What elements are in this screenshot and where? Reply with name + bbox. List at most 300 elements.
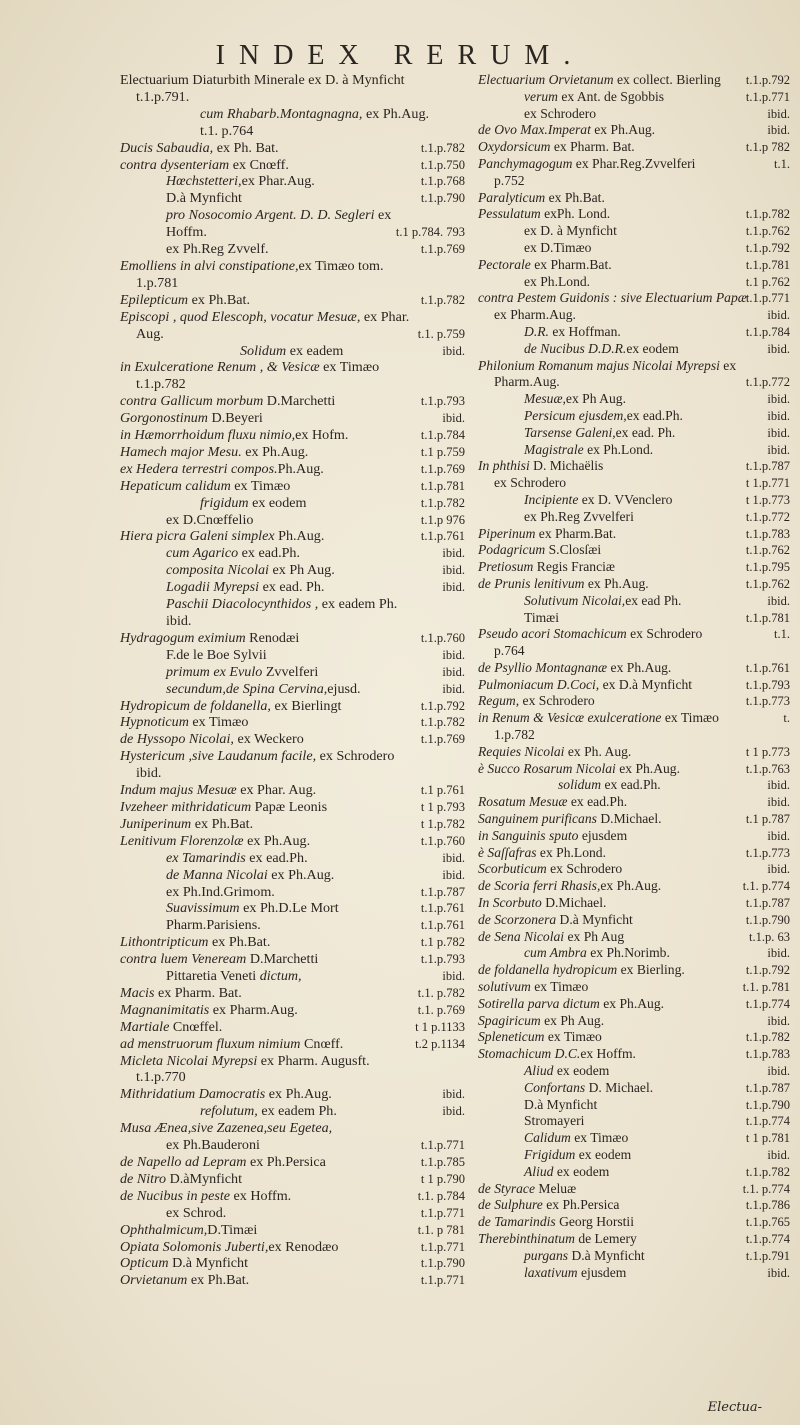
entry-reference: t.1.p.782 bbox=[745, 1164, 790, 1179]
entry-italic: Spagiricum bbox=[478, 1012, 541, 1028]
entry-text bbox=[524, 391, 626, 406]
entry-source: ex Ph.Aug. bbox=[584, 575, 649, 591]
entry-reference: ibid. bbox=[442, 647, 465, 662]
entry-text bbox=[120, 1239, 338, 1255]
entry-italic: frigidum bbox=[200, 494, 249, 511]
entry-text bbox=[478, 139, 635, 154]
index-entry bbox=[120, 140, 465, 157]
index-entry bbox=[120, 292, 465, 309]
entry-italic: è Succo Rosarum Nicolai bbox=[478, 760, 616, 776]
entry-text bbox=[478, 526, 616, 541]
index-entry bbox=[478, 425, 790, 442]
index-entry bbox=[120, 444, 465, 461]
entry-italic: Sotirella parva dictum bbox=[478, 995, 600, 1011]
entry-text bbox=[120, 985, 242, 1001]
entry-italic: Micleta Nicolai Myrepsi bbox=[120, 1052, 258, 1069]
entry-italic: primum ex Evulo bbox=[166, 663, 263, 680]
entry-reference: ibid. bbox=[767, 1064, 790, 1079]
entry-text bbox=[524, 408, 683, 423]
index-entry bbox=[120, 478, 465, 495]
entry-text bbox=[120, 292, 250, 308]
entry-source: ex Ph.Aug. bbox=[362, 105, 430, 122]
entry-source: ex Renodæo bbox=[268, 1238, 339, 1255]
entry-italic: de Prunis lenitivum bbox=[478, 575, 585, 591]
entry-italic: Hypnoticum bbox=[120, 714, 189, 731]
index-entry bbox=[478, 374, 790, 391]
entry-source: Georg Horstii bbox=[555, 1214, 634, 1230]
entry-source: ex eadem Ph. bbox=[257, 1103, 337, 1120]
entry-text bbox=[120, 157, 289, 173]
entry-source: ex Timæo bbox=[319, 359, 380, 376]
entry-italic: Electuarium Orvietanum bbox=[478, 72, 614, 87]
entry-text bbox=[120, 444, 308, 460]
entry-reference: ibid. bbox=[767, 341, 790, 356]
entry-reference: t.1.p.760 bbox=[420, 630, 465, 645]
entry-source: ex Bierlingt bbox=[270, 697, 342, 714]
entry-reference: t.1.p.790 bbox=[745, 1097, 790, 1112]
entry-italic: ad menstruorum fluxum nimium bbox=[120, 1035, 301, 1052]
entry-reference: t.1.p.760 bbox=[420, 833, 465, 848]
entry-italic: contra Pestem Guidonis : sive Electuarium Papæ bbox=[478, 290, 747, 306]
entry-source: ex Hoffm. bbox=[580, 1046, 636, 1062]
entry-lead: Aug. bbox=[136, 325, 164, 342]
index-entry bbox=[120, 410, 465, 427]
index-entry bbox=[120, 207, 465, 224]
index-entry bbox=[478, 912, 790, 929]
entry-lead: ex Schrodero bbox=[524, 105, 597, 121]
index-entry bbox=[478, 1248, 790, 1265]
entry-italic: Gorgonostinum bbox=[120, 410, 208, 427]
index-entry bbox=[478, 761, 790, 778]
entry-italic: Panchymagogum bbox=[478, 155, 573, 171]
entry-source: ex eodem bbox=[248, 494, 307, 511]
entry-reference: ibid. bbox=[767, 123, 790, 138]
entry-reference: t.1.p.769 bbox=[420, 242, 465, 257]
entry-lead: ex D. à Mynficht bbox=[524, 223, 617, 239]
entry-reference: t.1.p. 63 bbox=[749, 929, 790, 944]
index-entry bbox=[478, 442, 790, 459]
index-entry bbox=[120, 850, 465, 867]
entry-reference: ibid. bbox=[442, 664, 465, 679]
entry-text bbox=[166, 613, 191, 629]
entry-lead: ibid. bbox=[136, 765, 162, 782]
entry-italic: cum Ambra bbox=[524, 945, 587, 961]
entry-text bbox=[240, 343, 343, 359]
entry-source: ejusdem bbox=[577, 1264, 627, 1280]
entry-text bbox=[120, 951, 318, 967]
entry-reference: t.1.p 782 bbox=[745, 140, 790, 155]
index-entry bbox=[120, 1272, 465, 1289]
index-entry bbox=[120, 968, 465, 985]
entry-text bbox=[120, 1171, 242, 1187]
entry-reference: t.1.p.765 bbox=[745, 1215, 790, 1230]
entry-reference: t.1.p.790 bbox=[420, 191, 465, 206]
entry-source: ex Cnœff. bbox=[229, 156, 289, 173]
index-entry bbox=[478, 878, 790, 895]
index-entry bbox=[120, 1171, 465, 1188]
index-entry bbox=[478, 626, 790, 643]
entry-text bbox=[524, 89, 664, 104]
entry-lead: t.1.p.791. bbox=[136, 88, 190, 105]
index-entry bbox=[120, 1205, 465, 1222]
index-entry bbox=[478, 106, 790, 123]
entry-reference: ibid. bbox=[442, 1087, 465, 1102]
entry-lead: p.764 bbox=[494, 643, 525, 659]
page-title: INDEX RERUM. bbox=[215, 40, 585, 71]
entry-reference: t.1.p.787 bbox=[745, 459, 790, 474]
entry-text bbox=[120, 72, 405, 88]
entry-source: ex Ph Aug. bbox=[565, 391, 626, 407]
entry-italic: Opiata Solomonis Juberti, bbox=[120, 1238, 269, 1255]
entry-source: ex Hofm. bbox=[295, 427, 349, 444]
entry-source: Renodæi bbox=[245, 629, 300, 646]
entry-reference: t.1.p.793 bbox=[420, 394, 465, 409]
entry-text bbox=[120, 309, 409, 325]
entry-reference: t.1.p.785 bbox=[420, 1155, 465, 1169]
entry-text bbox=[478, 895, 606, 910]
entry-italic: de Sulphure bbox=[478, 1197, 543, 1213]
entry-text bbox=[524, 1130, 628, 1145]
entry-reference: ibid. bbox=[442, 546, 465, 561]
entry-source: ex Ph.Aug. bbox=[600, 878, 662, 894]
index-entry bbox=[478, 391, 790, 408]
entry-reference: t.1. p.769 bbox=[417, 1002, 465, 1017]
entry-reference: t.1 p.784. 793 bbox=[395, 225, 465, 240]
entry-reference: t.1.p.782 bbox=[745, 1030, 790, 1045]
entry-text bbox=[524, 1248, 645, 1263]
entry-italic: Pretiosum bbox=[478, 559, 534, 575]
entry-text bbox=[524, 1063, 609, 1078]
entry-text bbox=[524, 341, 679, 356]
entry-italic: Suavissimum bbox=[166, 900, 240, 917]
index-entry bbox=[120, 917, 465, 934]
entry-text bbox=[120, 427, 348, 443]
entry-lead: t.1.p.770 bbox=[136, 1069, 186, 1086]
entry-text bbox=[120, 1053, 370, 1069]
entry-source: ex Timæo tom. bbox=[298, 257, 384, 274]
entry-reference: t 1.p.771 bbox=[745, 476, 790, 491]
entry-italic: de Ovo Max.Imperat bbox=[478, 122, 591, 138]
entry-italic: Stomachicum D.C. bbox=[478, 1046, 581, 1062]
entry-text bbox=[166, 596, 397, 612]
entry-source: ex Ph Aug. bbox=[540, 1012, 605, 1028]
entry-italic: Incipiente bbox=[524, 491, 579, 507]
entry-italic: laxativum bbox=[524, 1264, 578, 1280]
entry-italic: Spleneticum bbox=[478, 1029, 545, 1045]
entry-reference: t.1.p.782 bbox=[420, 495, 465, 510]
entry-source: ex Timæo bbox=[661, 710, 719, 726]
entry-text bbox=[478, 710, 719, 725]
entry-text bbox=[120, 698, 341, 714]
entry-source: ex Hoffman. bbox=[548, 323, 621, 339]
entry-reference: t.1.p.771 bbox=[420, 1205, 465, 1220]
entry-text bbox=[478, 458, 603, 473]
entry-italic: Magistrale bbox=[524, 441, 584, 457]
entry-source: ex Ant. de Sgobbis bbox=[557, 88, 665, 104]
entry-text bbox=[478, 996, 664, 1011]
index-entry bbox=[120, 884, 465, 901]
entry-reference: t.1.p.761 bbox=[745, 660, 790, 675]
entry-text bbox=[524, 240, 591, 255]
entry-reference: t.1.p.773 bbox=[745, 845, 790, 860]
entry-text bbox=[120, 393, 335, 409]
entry-lead: ex D.Timæo bbox=[524, 239, 592, 255]
entry-text bbox=[166, 1137, 260, 1153]
index-entry bbox=[478, 526, 790, 543]
entry-text bbox=[494, 374, 560, 389]
entry-italic: Juniperinum bbox=[120, 815, 192, 832]
entry-italic: in Renum & Vesicæ exulceratione bbox=[478, 710, 662, 726]
entry-text bbox=[166, 173, 315, 189]
entry-reference: ibid. bbox=[442, 681, 465, 696]
index-entry bbox=[120, 461, 465, 478]
index-entry bbox=[120, 528, 465, 545]
index-entry bbox=[120, 512, 465, 529]
entry-source: ex Pharm. Bat. bbox=[154, 984, 242, 1001]
entry-lead: t.1. p.764 bbox=[200, 122, 254, 139]
entry-italic: Lithontripticum bbox=[120, 934, 209, 951]
index-entry bbox=[478, 324, 790, 341]
entry-source: D.Beyeri bbox=[207, 410, 263, 427]
index-entry bbox=[120, 1053, 465, 1070]
entry-source: D.à Mynficht bbox=[568, 1247, 645, 1263]
index-entry bbox=[478, 206, 790, 223]
index-entry bbox=[120, 1154, 465, 1171]
entry-text bbox=[136, 765, 161, 781]
index-entry bbox=[478, 1046, 790, 1063]
index-entry bbox=[478, 290, 790, 307]
entry-italic: de Scoria ferri Rhasis, bbox=[478, 878, 601, 894]
entry-text bbox=[478, 542, 601, 557]
entry-source: ex D. VVenclero bbox=[578, 491, 673, 507]
entry-source: D. Michael. bbox=[585, 1079, 654, 1095]
entry-lead: 1.p.781 bbox=[136, 274, 179, 291]
entry-source: ex Pharm. Bat. bbox=[550, 139, 635, 155]
entry-text bbox=[478, 878, 661, 893]
index-entry bbox=[120, 1239, 465, 1256]
entry-text bbox=[120, 714, 248, 730]
entry-italic: Episcopi , quod Elescoph, vocatur Mesuæ, bbox=[120, 308, 361, 325]
entry-reference: t.1. p.759 bbox=[417, 326, 465, 341]
entry-reference: t.1 p.762 bbox=[745, 274, 790, 289]
entry-source: ex Ph.D.Le Mort bbox=[239, 900, 339, 917]
entry-italic: Ivzeheer mithridaticum bbox=[120, 798, 252, 815]
entry-italic: Pectorale bbox=[478, 256, 531, 272]
index-entry bbox=[478, 979, 790, 996]
entry-italic: Persicum ejusdem, bbox=[524, 407, 627, 423]
index-entry bbox=[478, 542, 790, 559]
entry-text bbox=[136, 376, 186, 392]
entry-reference: t.1.p.792 bbox=[745, 73, 790, 87]
entry-text bbox=[478, 677, 692, 692]
entry-source: ex Schrodero bbox=[316, 748, 395, 765]
entry-reference: t.1 p.782 bbox=[420, 935, 465, 950]
entry-reference: ibid. bbox=[767, 1148, 790, 1162]
entry-source: Meluæ bbox=[535, 1180, 577, 1196]
entry-text bbox=[120, 1188, 291, 1204]
entry-reference: t.1.p.790 bbox=[420, 1256, 465, 1271]
index-entry bbox=[120, 782, 465, 799]
entry-text bbox=[478, 1214, 634, 1229]
entry-lead: Pharm.Aug. bbox=[494, 374, 560, 390]
entry-text bbox=[478, 1046, 636, 1061]
entry-reference: ibid. bbox=[767, 106, 790, 121]
entry-text bbox=[478, 845, 606, 860]
entry-source: ex Ph. Aug. bbox=[564, 743, 632, 759]
entry-italic: Orvietanum bbox=[120, 1272, 188, 1289]
entry-italic: Ducis Sabaudia, bbox=[120, 139, 214, 156]
entry-reference: ibid. bbox=[442, 343, 465, 358]
entry-source: ex Pharm.Aug. bbox=[209, 1001, 298, 1018]
index-entry bbox=[478, 610, 790, 627]
entry-source: ex Ph.Aug. bbox=[615, 760, 681, 776]
index-entry bbox=[120, 258, 465, 275]
entry-reference: t.1.p.769 bbox=[420, 461, 465, 476]
index-entry bbox=[478, 962, 790, 979]
entry-source: ex Schrodero bbox=[519, 693, 595, 709]
index-entry bbox=[120, 393, 465, 410]
entry-reference: t.1.p.786 bbox=[745, 1198, 790, 1213]
entry-italic: Oxydorsicum bbox=[478, 139, 551, 155]
index-entry bbox=[478, 492, 790, 509]
entry-text bbox=[478, 660, 671, 675]
entry-text bbox=[200, 123, 253, 139]
entry-italic: Hiera picra Galeni simplex bbox=[120, 528, 275, 545]
entry-reference: t.1.p.782 bbox=[745, 207, 790, 222]
entry-source: ex Phar. Aug. bbox=[236, 782, 317, 799]
entry-source: ex D.à Mynficht bbox=[599, 676, 693, 692]
entry-reference: ibid. bbox=[767, 1265, 790, 1280]
entry-italic: Pulmoniacum D.Coci, bbox=[478, 676, 600, 692]
entry-source: ex Schrodero bbox=[546, 861, 623, 877]
left-column bbox=[120, 72, 465, 1289]
entry-reference: ibid. bbox=[442, 563, 465, 578]
entry-reference: t.1. bbox=[774, 627, 790, 642]
entry-reference: ibid. bbox=[767, 828, 790, 843]
entry-text bbox=[524, 593, 681, 608]
entry-text bbox=[166, 681, 361, 697]
entry-text bbox=[524, 324, 621, 339]
entry-italic: Solutivum Nicolai, bbox=[524, 592, 626, 608]
index-entry bbox=[478, 408, 790, 425]
entry-text bbox=[166, 867, 334, 883]
entry-italic: contra Gallicum morbum bbox=[120, 393, 264, 410]
index-entry bbox=[478, 274, 790, 291]
entry-source: S.Closſæi bbox=[545, 542, 602, 558]
index-entry bbox=[120, 427, 465, 444]
entry-reference: t.1.p.787 bbox=[745, 896, 790, 911]
index-entry bbox=[478, 72, 790, 89]
entry-reference: t 1 p.781 bbox=[745, 1131, 790, 1146]
entry-text bbox=[524, 1147, 631, 1162]
entry-text bbox=[494, 727, 535, 742]
entry-text bbox=[494, 173, 525, 188]
index-entry bbox=[120, 748, 465, 765]
index-entry bbox=[120, 275, 465, 292]
entry-italic: Calidum bbox=[524, 1130, 571, 1146]
entry-text bbox=[166, 579, 324, 595]
entry-text bbox=[478, 811, 662, 826]
index-entry bbox=[120, 799, 465, 816]
entry-text bbox=[166, 190, 242, 206]
entry-text bbox=[478, 206, 610, 221]
entry-reference: ibid. bbox=[767, 392, 790, 407]
entry-italic: dictum, bbox=[259, 968, 302, 985]
entry-text bbox=[166, 545, 300, 561]
entry-text bbox=[524, 492, 672, 507]
entry-source: ex Ph.Lond. bbox=[583, 441, 654, 457]
index-entry bbox=[120, 613, 465, 630]
entry-lead: Electuarium Diaturbith bbox=[120, 72, 254, 88]
entry-italic: de Napello ad Lepram bbox=[120, 1154, 247, 1170]
entry-text bbox=[478, 1197, 619, 1212]
entry-text bbox=[200, 495, 306, 511]
index-entry bbox=[478, 1063, 790, 1080]
entry-text bbox=[478, 1013, 604, 1028]
entry-source: ex Ph.Aug. bbox=[607, 659, 672, 675]
entry-italic: ex Hedera terrestri compos. bbox=[120, 460, 278, 477]
entry-source: D.Marchetti bbox=[246, 951, 319, 968]
entry-italic: refolutum, bbox=[200, 1103, 258, 1120]
entry-text bbox=[166, 224, 207, 240]
entry-source: Regis Franciæ bbox=[533, 559, 615, 575]
entry-source: ex Ph.Aug. bbox=[265, 1086, 332, 1103]
entry-reference: ibid. bbox=[767, 425, 790, 440]
entry-reference: t.1.p.784 bbox=[420, 428, 465, 443]
entry-reference: t.1.p.781 bbox=[745, 257, 790, 272]
entry-text bbox=[120, 934, 270, 950]
index-entry bbox=[478, 1197, 790, 1214]
entry-text bbox=[120, 359, 379, 375]
entry-text bbox=[136, 326, 164, 342]
entry-source: ex bbox=[374, 207, 392, 224]
index-entry bbox=[478, 929, 790, 946]
entry-reference: t.1.p.793 bbox=[420, 952, 465, 967]
entry-italic: Martiale bbox=[120, 1018, 170, 1035]
entry-source: ex Ph.Aug. bbox=[590, 122, 656, 138]
index-entry bbox=[120, 495, 465, 512]
entry-reference: t.1.p.762 bbox=[745, 224, 790, 239]
index-entry bbox=[478, 677, 790, 694]
entry-reference: t 1.p.782 bbox=[420, 816, 465, 831]
entry-text bbox=[120, 461, 324, 477]
entry-source: ex ead.Ph. bbox=[601, 777, 661, 793]
entry-text bbox=[478, 156, 695, 171]
entry-text bbox=[478, 912, 633, 927]
index-entry bbox=[120, 1255, 465, 1272]
index-entry bbox=[120, 1137, 465, 1154]
entry-source: ex Ph.Bat. bbox=[191, 815, 254, 832]
entry-reference: t.1.p.792 bbox=[420, 698, 465, 713]
index-entry bbox=[120, 123, 465, 140]
entry-text bbox=[166, 900, 339, 916]
entry-text bbox=[478, 861, 622, 876]
entry-lead: D.à Mynficht bbox=[166, 190, 242, 207]
index-entry bbox=[478, 895, 790, 912]
entry-text bbox=[120, 1272, 249, 1288]
entry-italic: de Nitro bbox=[120, 1170, 167, 1187]
index-entry bbox=[478, 190, 790, 207]
index-entry bbox=[120, 106, 465, 123]
index-entry bbox=[120, 545, 465, 562]
entry-text bbox=[478, 761, 680, 776]
entry-italic: Therebinthinatum bbox=[478, 1230, 575, 1246]
entry-italic: Mithridatium Damocratis bbox=[120, 1086, 266, 1103]
entry-text bbox=[166, 647, 267, 663]
entry-source: D.Marchetti bbox=[263, 393, 336, 410]
entry-reference: t.1.p.774 bbox=[745, 1231, 790, 1246]
entry-source: ex Ph.Aug. bbox=[243, 832, 311, 849]
